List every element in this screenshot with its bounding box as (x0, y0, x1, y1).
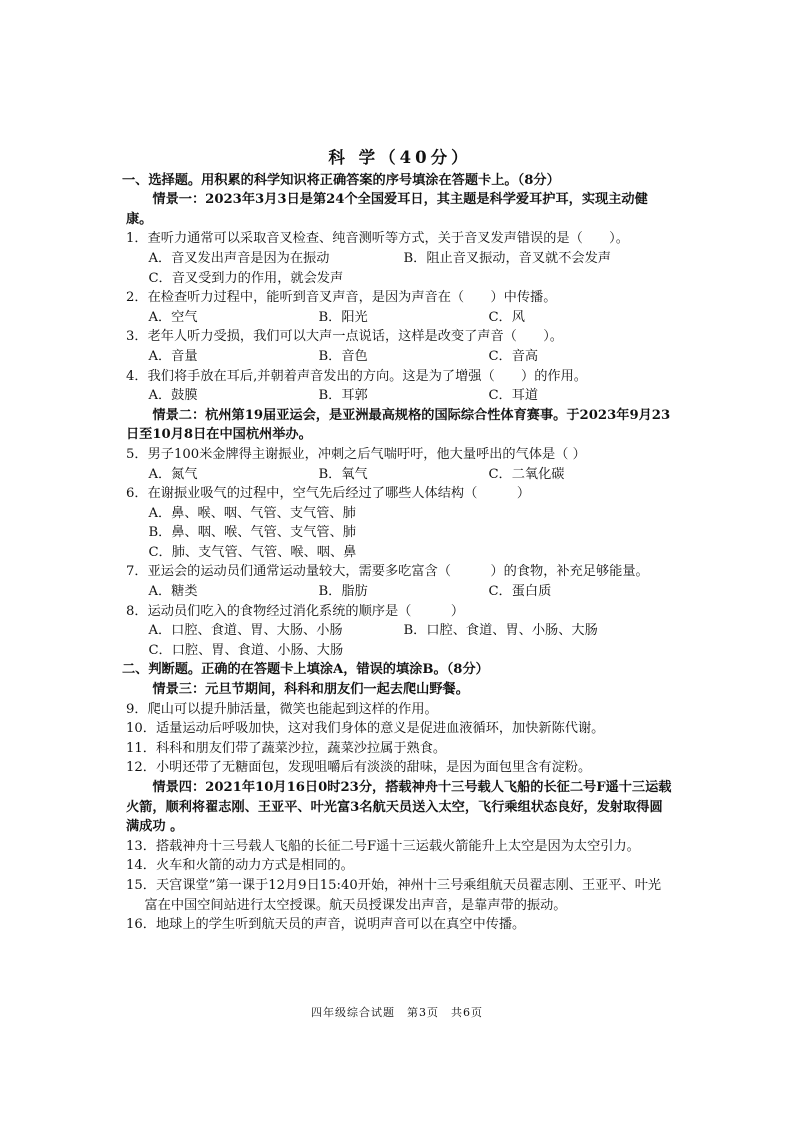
option-c: C．风 (488, 309, 525, 325)
question-10: 10．适量运动后呼吸加快，这对我们身体的意义是促进血液循环，加快新陈代谢。 (126, 721, 605, 737)
option-c: C．音叉受到力的作用，就会发声 (148, 270, 344, 286)
question-3-options (126, 347, 674, 367)
question-7: 7．亚运会的运动员们通常运动量较大，需要多吃富含（ ）的食物，补充足够能量。 (126, 564, 649, 580)
option-b: B．鼻、咽、喉、气管、支气管、肺 (148, 525, 356, 541)
question-6: 6．在谢振业吸气的过程中，空气先后经过了哪些人体结构（ ） (126, 486, 531, 502)
question-1-options (126, 249, 674, 269)
option-a: A．氮气 (148, 466, 198, 482)
page-footer: 四年级综合试题 第3页 共6页 (311, 1006, 483, 1019)
option-b: B．音色 (318, 348, 368, 364)
option-c: C．音高 (488, 348, 539, 364)
scene-2: 情景二：杭州第19届亚运会，是亚洲最高规格的国际综合性体育赛事。于2023年9月23日至10月8日在中国杭州举办。 (126, 407, 671, 443)
option-b: B．阳光 (318, 309, 368, 325)
option-a: A．鼻、喉、咽、气管、支气管、肺 (148, 505, 356, 521)
question-7-options (126, 582, 674, 602)
question-4: 4．我们将手放在耳后,并朝着声音发出的方向。这是为了增强（ ）的作用。 (126, 368, 587, 384)
option-b: B．口腔、食道、胃、小肠、大肠 (403, 623, 598, 639)
option-a: A．鼓膜 (148, 388, 198, 404)
question-8: 8．运动员们吃入的食物经过消化系统的顺序是（ ） (126, 603, 465, 619)
question-5: 5．男子100米金牌得主谢振业，冲刺之后气喘吁吁，他大量呼出的气体是（ ） (126, 446, 586, 462)
option-b: B．耳郭 (318, 388, 368, 404)
question-16: 16．地球上的学生听到航天员的声音，说明声音可以在真空中传播。 (126, 917, 526, 933)
option-a: A．音叉发出声音是因为在振动 (148, 250, 330, 266)
question-8-options (126, 621, 674, 641)
option-a: A．音量 (148, 348, 198, 364)
option-a: A．糖类 (148, 584, 198, 600)
option-c: C．耳道 (488, 388, 539, 404)
scene-3: 情景三：元旦节期间，科科和朋友们一起去爬山野餐。 (152, 682, 469, 698)
scene-4: 情景四：2021年10月16日0时23分，搭载神舟十三号载人飞船的长征二号F遥十三运载火箭，顺利将翟志刚、王亚平、叶光富3名航天员送入太空，飞行乘组状态良好，发射取得圆满成功 。 (126, 780, 672, 835)
question-14: 14．火车和火箭的动力方式是相同的。 (126, 858, 354, 874)
question-3: 3．老年人听力受损，我们可以大声一点说话，这样是改变了声音（ ）。 (126, 329, 563, 345)
exam-content (122, 148, 674, 935)
option-b: B．脂肪 (318, 584, 368, 600)
option-a: A．口腔、食道、胃、大肠、小肠 (148, 623, 343, 639)
question-9: 9．爬山可以提升肺活量，微笑也能起到这样的作用。 (126, 701, 438, 717)
option-c: C．口腔、胃、食道、小肠、大肠 (148, 642, 344, 658)
question-1: 1．查听力通常可以采取音叉检查、纯音测听等方式，关于音叉发声错误的是（ ）。 (126, 231, 629, 247)
option-c: C．二氧化碳 (488, 466, 565, 482)
question-13: 13．搭载神舟十三号载人飞船的长征二号F遥十三运载火箭能升上太空是因为太空引力。 (126, 838, 640, 854)
question-15: 15．天宫课堂”第一课于12月9日15:40开始，神州十三号乘组航天员翟志刚、王亚平、叶光富在中国空间站进行太空授课。航天员授课发出声音，是靠声带的振动。 (126, 877, 662, 913)
question-11: 11．科科和朋友们带了蔬菜沙拉，蔬菜沙拉属于熟食。 (126, 740, 447, 756)
section-heading-choice: 一、选择题。用积累的科学知识将正确答案的序号填涂在答题卡上。（8分） (122, 172, 560, 188)
option-b: B．阻止音叉振动，音叉就不会发声 (403, 250, 611, 266)
page-title: 科 学（40分） (328, 148, 472, 167)
question-4-options (126, 386, 674, 406)
question-2: 2．在检查听力过程中，能听到音叉声音，是因为声音在（ ）中传播。 (126, 290, 557, 306)
question-12: 12．小明还带了无糖面包，发现咀嚼后有淡淡的甜味，是因为面包里含有淀粉。 (126, 760, 592, 776)
section-heading-judge: 二、判断题。正确的在答题卡上填涂A，错误的填涂B。（8分） (122, 662, 489, 678)
option-a: A．空气 (148, 309, 198, 325)
option-b: B．氧气 (318, 466, 368, 482)
option-c: C．肺、支气管、气管、喉、咽、鼻 (148, 544, 357, 560)
option-c: C．蛋白质 (488, 584, 552, 600)
scene-1: 情景一：2023年3月3日是第24个全国爱耳日，其主题是科学爱耳护耳，实现主动健康。 (126, 192, 648, 227)
question-2-options (126, 308, 674, 328)
question-5-options (126, 465, 674, 485)
